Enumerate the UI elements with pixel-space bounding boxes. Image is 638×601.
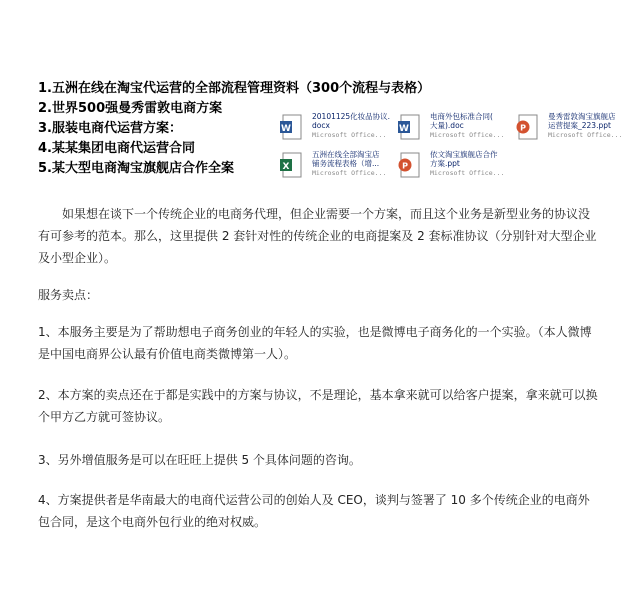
svg-text:X: X [282, 162, 290, 172]
file-item[interactable] [514, 111, 624, 145]
word-doc-icon [278, 113, 306, 141]
file-app: Microsoft Office... [430, 169, 505, 177]
file-item[interactable] [278, 149, 388, 183]
list-item: 5.某大型电商淘宝旗舰店合作全案 [38, 161, 234, 176]
powerpoint-icon [514, 113, 542, 141]
point-paragraph: 1、本服务主要是为了帮助想电子商务创业的年轻人的实验，也是微博电子商务化的一个实验。（本人微博是中国电商界公认最有价值电商类微博第一人）。 [38, 325, 592, 361]
intro-paragraph: 如果想在谈下一个传统企业的电商务代理，但企业需要一个方案，而且这个业务是新型业务的协议没有可参考的范本。那么，这里提供 2 套针对性的传统企业的电商提案及 2 套标准协议（分别针对大型企业及小型企业）。 [38, 207, 597, 265]
file-item[interactable] [278, 111, 388, 145]
file-item[interactable] [396, 149, 506, 183]
svg-text:P: P [520, 123, 526, 133]
file-app: Microsoft Office... [430, 131, 505, 139]
file-app: Microsoft Office... [312, 169, 387, 177]
file-name: 五洲在线全部淘宝店 铺务流程表格（增... [312, 150, 380, 168]
file-item[interactable] [396, 111, 506, 145]
powerpoint-icon [396, 151, 424, 179]
svg-text:P: P [402, 161, 408, 171]
list-item: 3.服装电商代运营方案： [38, 121, 182, 136]
section-heading: 服务卖点： [38, 288, 99, 302]
point-paragraph: 4、方案提供者是华南最大的电商代运营公司的创始人及 CEO，谈判与签署了 10 多个传统企业的电商外包合同，是这个电商外包行业的绝对权威。 [38, 493, 590, 529]
file-attachments [278, 109, 623, 185]
word-doc-icon [396, 113, 424, 141]
point-paragraph: 3、另外增值服务是可以在旺旺上提供 5 个具体问题的咨询。 [38, 453, 361, 467]
excel-icon [278, 151, 306, 179]
file-name: 电商外包标准合同( 大量).doc [430, 112, 493, 130]
file-name: 20101125化妆品协议. docx [312, 112, 390, 130]
list-item: 1.五洲在线在淘宝代运营的全部流程管理资料（300个流程与表格） [38, 81, 431, 96]
file-name: 曼秀雷敦淘宝旗舰店 运营提案_223.ppt [548, 112, 616, 130]
file-app: Microsoft Office... [548, 131, 623, 139]
list-item: 2.世界500强曼秀雷敦电商方案 [38, 101, 223, 116]
svg-text:W: W [281, 124, 291, 134]
file-name: 依文淘宝旗舰店合作 方案.ppt [430, 150, 498, 168]
list-item: 4.某某集团电商代运营合同 [38, 141, 195, 156]
point-paragraph: 2、本方案的卖点还在于都是实践中的方案与协议，不是理论，基本拿来就可以给客户提案，拿来就可以换个甲方乙方就可签协议。 [38, 388, 598, 424]
file-app: Microsoft Office... [312, 131, 387, 139]
svg-text:W: W [399, 124, 409, 134]
